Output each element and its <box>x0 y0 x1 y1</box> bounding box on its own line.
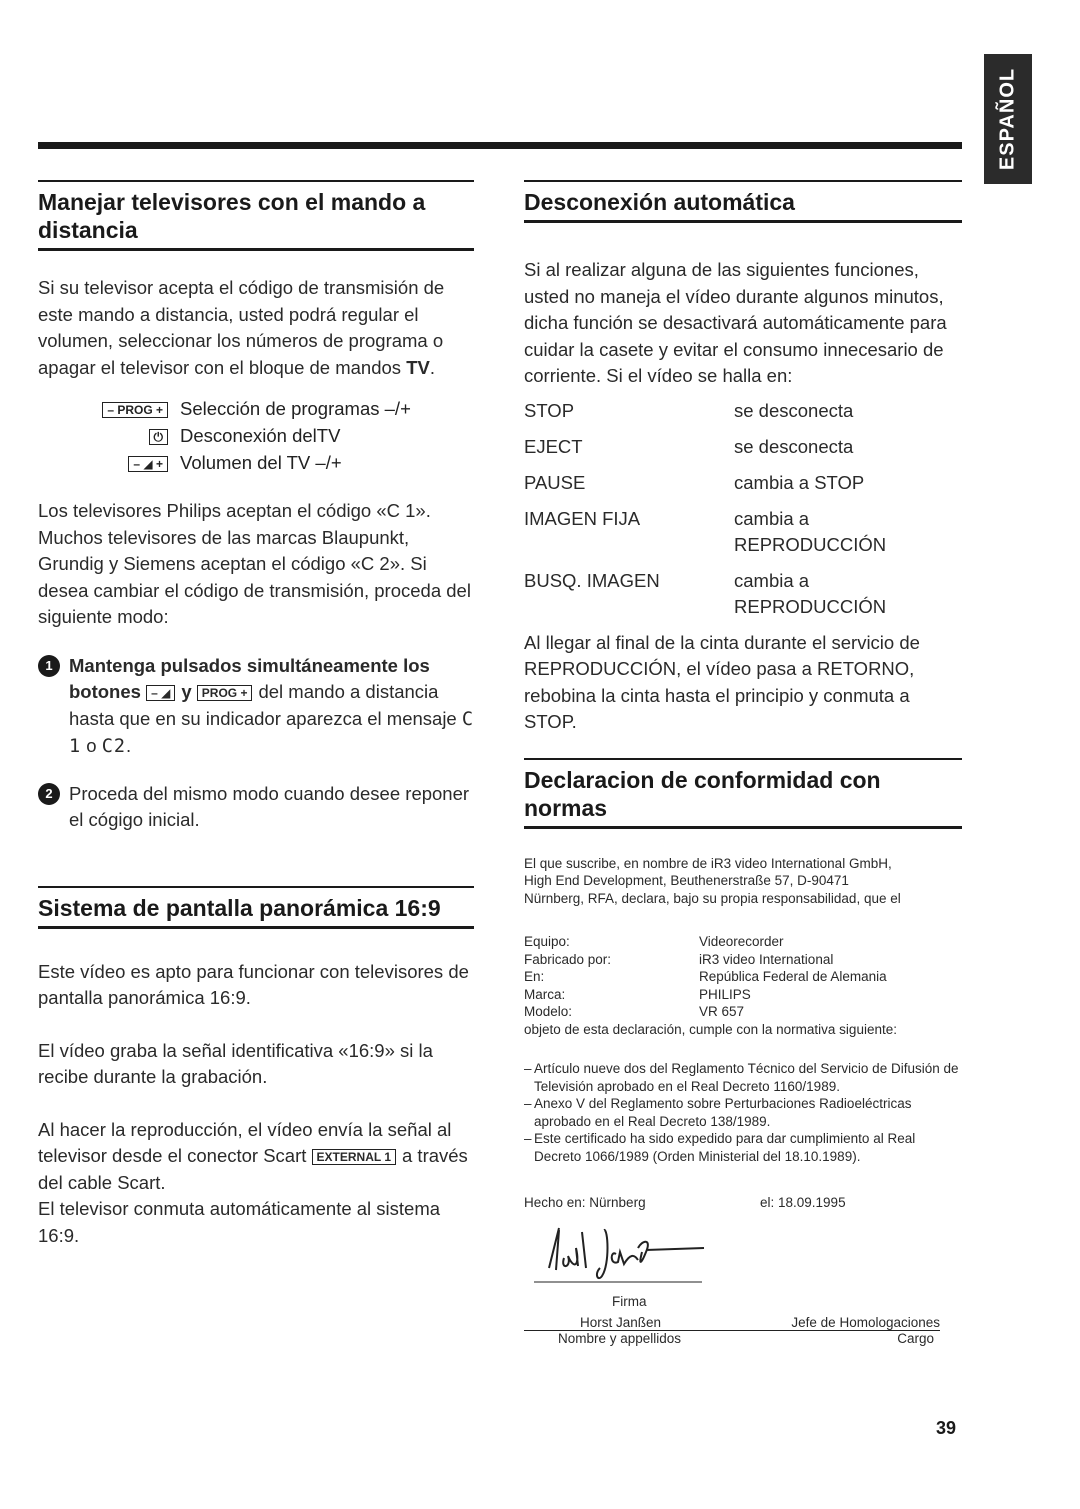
bullet-item: – Este certificado ha sido expedido para dar cumplimiento al Real Decreto 1066/1989 (Orden Ministerial del 18.10.1989). <box>524 1130 962 1165</box>
section-auto-off-heading <box>524 180 962 223</box>
volume-key-icon: – ◢ + <box>128 456 168 472</box>
signer-name: Horst Janßen <box>580 1315 662 1330</box>
bullet-item: – Anexo V del Reglamento sobre Perturbaciones Radioeléctricas aprobado en el Real Decreto 138/1989. <box>524 1095 962 1130</box>
signer-label-row <box>524 1331 934 1346</box>
auto-off-end: Al llegar al final de la cinta durante el servicio de REPRODUCCIÓN, el vídeo pasa a RETORNO, rebobina la cinta hasta el principio y conmuta a STOP. <box>524 631 920 732</box>
intro-text: Si su televisor acepta el código de transmisión de este mando a distancia, usted podrá regular el volumen, seleccionar los números de programa o apagar el televisor con el bloque de mandos <box>38 277 445 378</box>
step-number-icon: 1 <box>38 655 60 677</box>
widescreen-p2: El vídeo graba la señal identificativa «16:9» si la recibe durante la grabación. <box>38 1039 433 1087</box>
volume-key-icon: – ◢ <box>146 685 175 701</box>
widescreen-p3 <box>38 1117 474 1197</box>
action-cell: cambia a STOP <box>734 471 865 493</box>
section-tv-remote-heading <box>38 180 474 251</box>
mode-cell: PAUSE <box>524 471 586 493</box>
step-1 <box>38 653 474 761</box>
section-widescreen-heading <box>38 886 474 929</box>
step-body: del mando a distancia hasta que en su indicador aparezca el mensaje <box>69 681 457 729</box>
intro-end: . <box>429 356 435 378</box>
step-number-icon: 2 <box>38 783 60 805</box>
mode-cell: BUSQ. IMAGEN <box>524 569 660 591</box>
signer-row <box>524 1315 940 1331</box>
section-title: Manejar televisores con el mando a distancia <box>38 189 426 243</box>
role-label: Cargo <box>897 1331 934 1346</box>
conformity-objeto: objeto de esta declaración, cumple con la normativa siguiente: <box>524 1021 897 1037</box>
field-key: En: <box>524 969 545 984</box>
hecho-en: Hecho en: Nürnberg <box>524 1195 646 1210</box>
intro-bold: TV <box>406 356 430 378</box>
section-title: Sistema de pantalla panorámica 16:9 <box>38 894 441 921</box>
field-key: Fabricado por: <box>524 951 612 967</box>
page-number: 39 <box>936 1418 957 1438</box>
field-value: Videorecorder <box>699 934 784 949</box>
step-2 <box>38 781 474 834</box>
step-text <box>69 653 474 761</box>
field-value: iR3 video International <box>699 951 834 967</box>
step-bold: y <box>181 681 192 702</box>
top-rule <box>38 142 962 149</box>
tv-remote-intro <box>38 275 474 381</box>
place-date <box>524 1195 962 1210</box>
bullet-item: – Artículo nueve dos del Reglamento Técnico del Servicio de Difusión de Televisión aprobado en el Real Decreto 1160/1989. <box>524 1060 962 1095</box>
field-key: Marca: <box>524 986 566 1002</box>
field-key: Modelo: <box>524 1004 573 1019</box>
external-key-icon: EXTERNAL 1 <box>312 1149 396 1165</box>
conformity-fields <box>524 933 962 1021</box>
conformity-bullets <box>524 1060 962 1165</box>
step-body: . <box>126 735 132 756</box>
tv-code-text: Los televisores Philips aceptan el código «C 1». Muchos televisores de las marcas Blaupunkt, Grundig y Siemens aceptan el código «C 2». Si desea cambiar el código de transmisión, proceda del siguiente modo: <box>38 500 471 627</box>
language-tab <box>984 54 1032 184</box>
field-value: PHILIPS <box>699 986 751 1002</box>
mode-cell: EJECT <box>524 435 583 457</box>
action-cell: se desconecta <box>734 435 854 457</box>
prog-key-icon: – PROG + <box>102 402 168 418</box>
key-row <box>38 422 474 449</box>
key-row <box>38 449 474 476</box>
key-label: Selección de programas –/+ <box>180 398 411 419</box>
lcd-code: C2 <box>101 736 126 757</box>
key-label: Volumen del TV –/+ <box>180 452 342 473</box>
bullet-text: Anexo V del Reglamento sobre Perturbaciones Radioeléctricas aprobado en el Real Decreto 138/1989. <box>534 1096 912 1129</box>
field-value: VR 657 <box>699 1004 745 1019</box>
widescreen-p1: Este vídeo es apto para funcionar con televisores de pantalla panorámica 16:9. <box>38 960 469 1008</box>
language-tab-label: ESPAÑOL <box>996 67 1019 171</box>
prog-key-icon: PROG + <box>197 685 253 701</box>
field-value: República Federal de Alemania <box>699 969 887 984</box>
field-key: Equipo: <box>524 934 570 949</box>
widescreen-p4: El televisor conmuta automáticamente al sistema 16:9. <box>38 1198 441 1246</box>
signature-image <box>534 1218 734 1288</box>
section-title: Declaracion de conformidad con normas <box>524 766 881 821</box>
key-legend <box>38 395 474 476</box>
auto-off-table <box>524 398 962 630</box>
mode-cell: IMAGEN FIJA <box>524 507 641 529</box>
signer-role: Jefe de Homologaciones <box>791 1315 940 1330</box>
action-cell: cambia a REPRODUCCIÓN <box>734 569 887 617</box>
step-bold: Mantenga pulsados simultáneamente los botones <box>69 654 430 702</box>
p3-text: a través del cable Scart. <box>38 1145 468 1193</box>
lcd-code: C 1 <box>69 708 475 757</box>
name-label: Nombre y appellidos <box>558 1331 682 1346</box>
mode-cell: STOP <box>524 399 575 421</box>
conformity-intro: El que suscribe, en nombre de iR3 video International GmbH, High End Development, Beuthenerstraße 57, D-90471 Nürnberg, RFA, declara, bajo su propia responsabilidad, que el <box>524 855 901 906</box>
key-row <box>38 395 474 422</box>
action-cell: se desconecta <box>734 399 854 421</box>
firma-label: Firma <box>612 1294 647 1309</box>
power-key-icon: ⏻ <box>149 429 169 445</box>
step-text: Proceda del mismo modo cuando desee reponer el cógigo inicial. <box>69 782 470 830</box>
section-conformity-heading <box>524 758 962 829</box>
p3-text: Al hacer la reproducción, el vídeo envía la señal al televisor desde el conector Scart <box>38 1118 452 1166</box>
auto-off-intro: Si al realizar alguna de las siguientes funciones, usted no maneja el vídeo durante algunos minutos, dicha función se desactivará automáticamente para cuidar la casete y evitar el consumo innecesario de corriente. Si el vídeo se halla en: <box>524 259 947 386</box>
left-column <box>38 180 474 1249</box>
date: el: 18.09.1995 <box>760 1195 846 1210</box>
step-body: o <box>86 735 97 756</box>
right-column <box>524 180 962 1346</box>
bullet-text: Artículo nueve dos del Reglamento Técnico del Servicio de Difusión de Televisión aprobado en el Real Decreto 1160/1989. <box>534 1061 959 1094</box>
action-cell: cambia a REPRODUCCIÓN <box>734 507 887 555</box>
section-title: Desconexión automática <box>524 189 795 215</box>
bullet-text: Este certificado ha sido expedido para dar cumplimiento al Real Decreto 1066/1989 (Orden Ministerial del 18.10.1989). <box>534 1131 916 1164</box>
key-label: Desconexión delTV <box>180 425 341 446</box>
